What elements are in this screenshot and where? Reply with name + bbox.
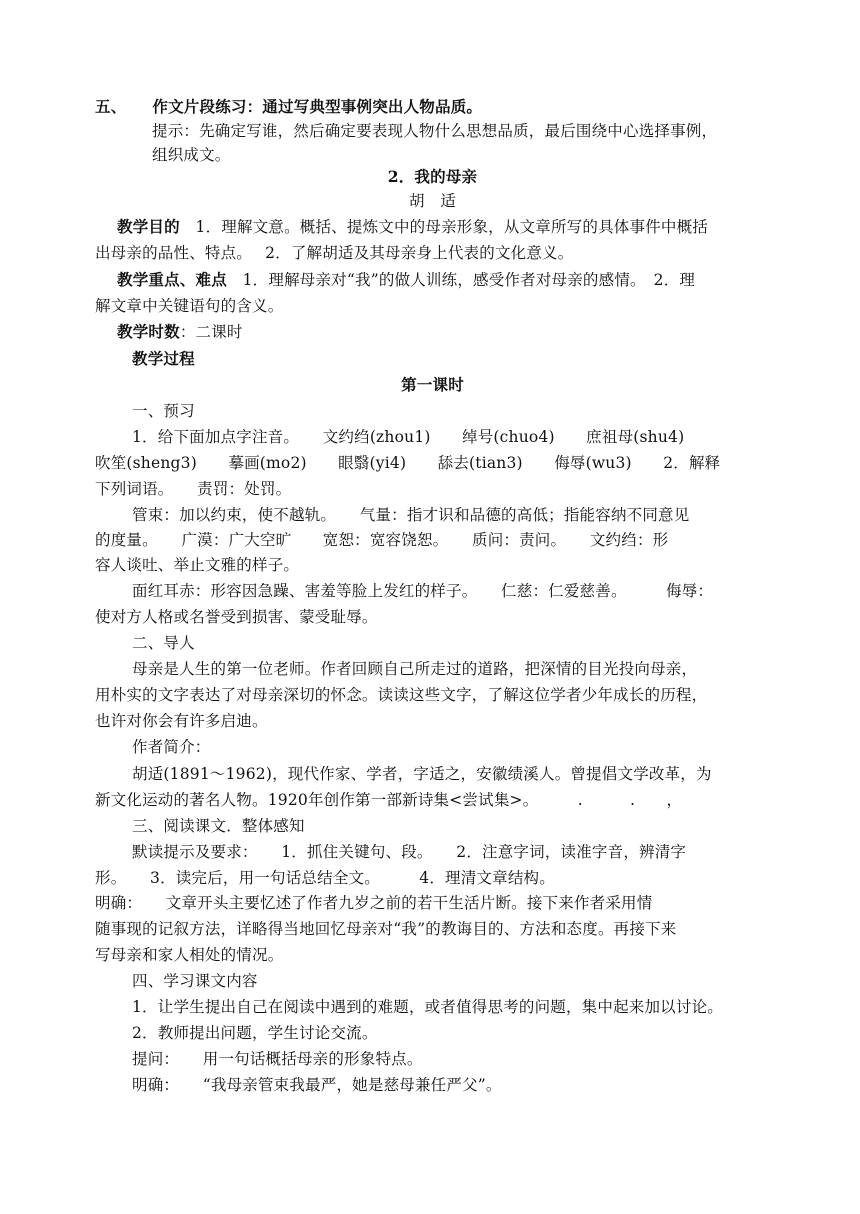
body-line: 四、学习课文内容 xyxy=(132,972,258,990)
body-line: 形。 3．读完后，用一句话总结全文。 4．理清文章结构。 xyxy=(95,869,555,887)
goals-label: 教学目的 xyxy=(117,217,180,236)
body-line: 新文化运动的著名人物。1920年创作第一部新诗集<尝试集>。 . . ， xyxy=(95,791,683,809)
body-line: 容人谈吐、举止文雅的样子。 xyxy=(95,556,300,574)
body-line: 1．让学生提出自己在阅读中遇到的难题，或者值得思考的问题，集中起来加以讨论。 xyxy=(132,998,723,1016)
body-line: 2．教师提出问题，学生讨论交流。 xyxy=(132,1024,378,1042)
body-line: 一、预习 xyxy=(132,402,195,420)
body-line: 提问： 用一句话概括母亲的形象特点。 xyxy=(132,1050,423,1068)
goals-line1 xyxy=(117,215,792,239)
process-label: 教学过程 xyxy=(132,349,195,368)
body-line: 1．给下面加点字注音。 文约绉(zhou1) 绰号(chuo4) 庶祖母(shu4) xyxy=(132,428,685,446)
section5-title: 作文片段练习：通过写典型事例突出人物品质。 xyxy=(152,97,483,116)
body-line: 写母亲和家人相处的情况。 xyxy=(95,946,284,964)
body-line: 管束：加以约束，使不越轨。 气量：指才识和品德的高低；指能容纳不同意见 xyxy=(132,506,690,524)
goals-line2: 出母亲的品性、特点。 2．了解胡适及其母亲身上代表的文化意义。 xyxy=(95,244,574,262)
body-line: 的度量。 广漠：广大空旷 宽恕：宽容饶恕。 质问：责问。 文约绉：形 xyxy=(95,531,669,549)
body-line: 明确： 文章开头主要忆述了作者九岁之前的若干生活片断。接下来作者采用情 xyxy=(95,894,653,912)
section5-number: 五、 xyxy=(95,97,127,116)
body-line: 使对方人格或名誉受到损害、蒙受耻辱。 xyxy=(95,608,378,626)
section5-heading xyxy=(95,95,770,119)
period1-heading: 第一课时 xyxy=(401,375,464,394)
keypoints-text1: 1．理解母亲对“我”的做人训练，感受作者对母亲的感情。 2．理 xyxy=(226,271,696,289)
body-line: 用朴实的文字表达了对母亲深切的怀念。读读这些文字，了解这位学者少年成长的历程， xyxy=(95,686,708,704)
body-line: 三、阅读课文．整体感知 xyxy=(132,817,305,835)
goals-text1: 1．理解文意。概括、提炼文中的母亲形象，从文章所写的具体事件中概括 xyxy=(179,218,708,236)
section5-hint-line2: 组织成文。 xyxy=(152,146,231,164)
keypoints-line1 xyxy=(117,268,792,292)
lesson-author: 胡 适 xyxy=(408,192,457,210)
keypoints-line2: 解文章中关键语句的含义。 xyxy=(95,297,284,315)
hours-line xyxy=(117,320,792,344)
body-line: 默读提示及要求： 1．抓住关键句、段。 2．注意字词，读准字音，辨清字 xyxy=(132,843,687,861)
hours-label: 教学时数 xyxy=(117,322,180,341)
body-line: 下列词语。 责罚：处罚。 xyxy=(95,480,292,498)
body-line: 母亲是人生的第一位老师。作者回顾自己所走过的道路，把深情的目光投向母亲， xyxy=(132,660,698,678)
body-line: 二、导人 xyxy=(132,634,195,652)
hours-value: ：二课时 xyxy=(179,323,243,341)
body-line: 面红耳赤：形容因急躁、害羞等脸上发红的样子。 仁慈：仁爱慈善。 侮辱： xyxy=(132,582,714,600)
section5-hint-line1: 提示：先确定写谁，然后确定要表现人物什么思想品质，最后围绕中心选择事例， xyxy=(152,122,718,140)
body-line: 吹笙(sheng3) 摹画(mo2) 眼翳(yi4) 舔去(tian3) 侮辱(wu3) 2．解释 xyxy=(95,454,721,472)
body-line: 作者简介： xyxy=(132,738,211,756)
body-line: 明确： “我母亲管束我最严，她是慈母兼任严父”。 xyxy=(132,1076,502,1094)
body-line: 胡适(1891～1962)，现代作家、学者，字适之，安徽绩溪人。曾提倡文学改革，为 xyxy=(132,765,712,783)
body-line: 随事现的记叙方法，详略得当地回忆母亲对“我”的教诲目的、方法和态度。再接下来 xyxy=(95,920,677,938)
keypoints-label: 教学重点、难点 xyxy=(117,270,227,289)
body-line: 也许对你会有许多启迪。 xyxy=(95,712,268,730)
lesson-title: 2．我的母亲 xyxy=(387,167,478,186)
